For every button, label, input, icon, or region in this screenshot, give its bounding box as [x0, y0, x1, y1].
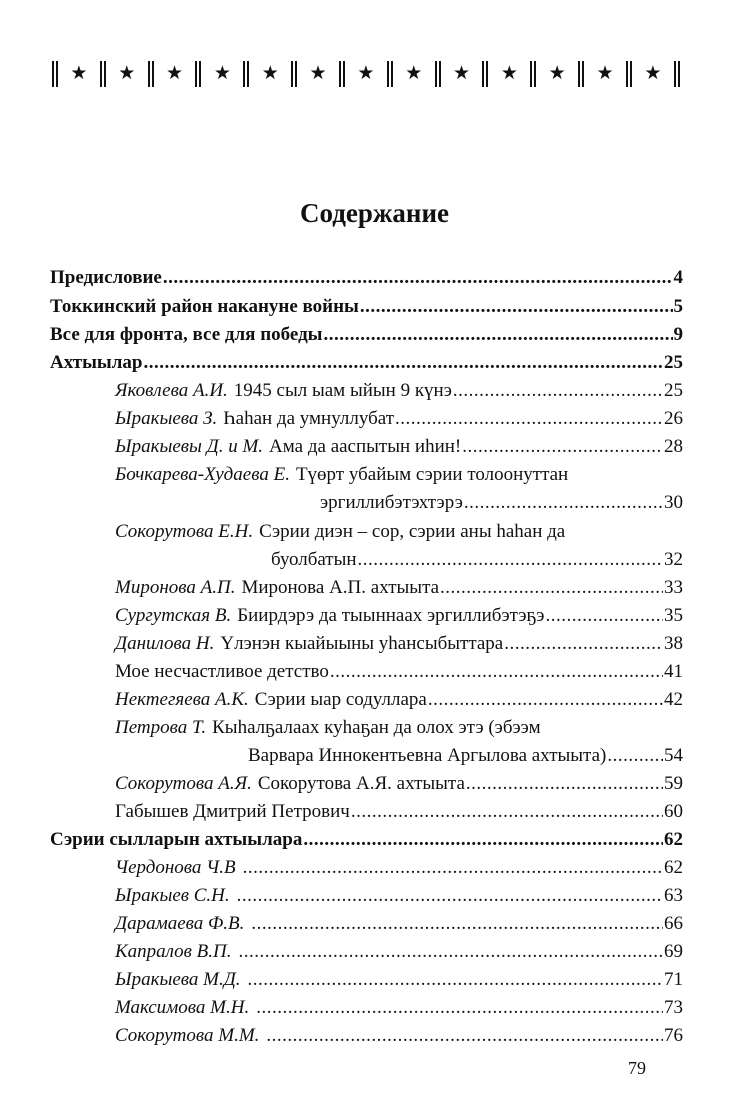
dot-leader	[440, 576, 663, 600]
toc-entry	[271, 548, 683, 572]
toc-entry	[50, 323, 683, 347]
entry-page: 62	[664, 857, 683, 878]
entry-author: Данилова Н.	[115, 633, 215, 654]
toc-entry	[115, 379, 683, 403]
entry-author: Сокорутова М.М.	[115, 1025, 260, 1046]
toc-entry	[115, 856, 683, 880]
toc-entry-first-line	[115, 463, 568, 487]
double-bar-icon	[482, 61, 488, 87]
entry-page: 4	[673, 267, 683, 288]
entry-author: Ыракыев С.Н.	[115, 885, 230, 906]
dot-leader	[330, 660, 663, 684]
star-icon: ★	[118, 63, 136, 84]
entry-title: Үлэнэн кыайыыны уһансыбыттара	[220, 633, 504, 654]
double-bar-icon	[52, 61, 58, 87]
toc-entry	[50, 828, 683, 852]
entry-title-continued: буолбатын	[271, 549, 357, 570]
toc-entry	[115, 435, 683, 459]
star-icon: ★	[453, 63, 471, 84]
entry-page: 60	[664, 801, 683, 822]
star-icon: ★	[405, 63, 423, 84]
toc-entry	[115, 884, 683, 908]
entry-page: 66	[664, 913, 683, 934]
entry-title: Предисловие	[50, 267, 162, 288]
dot-leader	[237, 884, 663, 908]
entry-title-continued: Варвара Иннокентьевна Аргылова ахтыыта)	[248, 745, 607, 766]
entry-title: Ахтыылар	[50, 352, 143, 373]
dot-leader	[251, 912, 663, 936]
entry-author: Капралов В.П.	[115, 941, 232, 962]
toc-entry	[115, 968, 683, 992]
toc-entry	[115, 660, 683, 684]
entry-title: Габышев Дмитрий Петрович	[115, 801, 350, 822]
entry-page: 26	[664, 408, 683, 429]
dot-leader	[395, 407, 663, 431]
dot-leader	[143, 351, 663, 375]
double-bar-icon	[100, 61, 106, 87]
double-bar-icon	[530, 61, 536, 87]
entry-title: 1945 сыл ыам ыйын 9 күнэ	[233, 380, 452, 401]
entry-page: 25	[664, 380, 683, 401]
dot-leader	[351, 800, 663, 824]
entry-page: 69	[664, 941, 683, 962]
entry-page: 28	[664, 436, 683, 457]
dot-leader	[504, 632, 663, 656]
entry-title: Сэрии сылларын ахтыылара	[50, 829, 303, 850]
entry-page: 35	[664, 605, 683, 626]
entry-page: 63	[664, 885, 683, 906]
entry-page: 73	[664, 997, 683, 1018]
entry-page: 33	[664, 577, 683, 598]
toc-entry	[115, 688, 683, 712]
dot-leader	[545, 604, 663, 628]
entry-author: Бочкарева-Худаева Е.	[115, 464, 290, 485]
star-icon: ★	[261, 63, 279, 84]
dot-leader	[266, 1024, 663, 1048]
entry-author: Чердонова Ч.В	[115, 857, 236, 878]
double-bar-icon	[148, 61, 154, 87]
toc-entry	[50, 266, 683, 290]
dot-leader	[428, 688, 663, 712]
entry-page: 41	[664, 661, 683, 682]
dot-leader	[360, 295, 673, 319]
entry-title: Все для фронта, все для победы	[50, 324, 323, 345]
dot-leader	[462, 435, 663, 459]
entry-page: 71	[664, 969, 683, 990]
entry-author: Миронова А.П.	[115, 577, 236, 598]
dot-leader	[324, 323, 673, 347]
double-bar-icon	[291, 61, 297, 87]
page-title: Содержание	[299, 198, 450, 228]
dot-leader	[248, 968, 663, 992]
entry-author: Яковлева А.И.	[115, 380, 228, 401]
entry-author: Ыракыевы Д. и М.	[115, 436, 264, 457]
entry-author: Максимова М.Н.	[115, 997, 250, 1018]
star-icon: ★	[596, 63, 614, 84]
entry-title: Мое несчастливое детство	[115, 661, 329, 682]
entry-page: 76	[664, 1025, 683, 1046]
dot-leader	[303, 828, 663, 852]
entry-author: Петрова Т.	[115, 717, 207, 738]
toc-entry	[115, 632, 683, 656]
entry-title-continued: эргиллибэтэхтэрэ	[320, 492, 463, 513]
dot-leader	[466, 772, 663, 796]
star-icon: ★	[357, 63, 375, 84]
toc-entry-first-line	[115, 716, 541, 740]
toc-entry	[115, 1024, 683, 1048]
entry-author: Сокорутова А.Я.	[115, 773, 252, 794]
entry-page: 30	[664, 492, 683, 513]
dot-leader	[163, 266, 673, 290]
toc-entry	[115, 800, 683, 824]
entry-author: Сургутская В.	[115, 605, 232, 626]
entry-title: Һаһан да умнуллубат	[223, 408, 395, 429]
dot-leader	[607, 744, 663, 768]
double-bar-icon	[243, 61, 249, 87]
entry-author: Сокорутова Е.Н.	[115, 521, 254, 542]
entry-title: Сэрии ыар содуллара	[254, 689, 427, 710]
page-number: 79	[628, 1058, 646, 1078]
ornament-border	[52, 58, 680, 90]
toc-entry	[115, 912, 683, 936]
entry-page: 38	[664, 633, 683, 654]
toc-entry	[50, 351, 683, 375]
toc-entry	[115, 996, 683, 1020]
entry-title: Кыһалҕалаах куһаҕан да олох этэ (эбээм	[212, 717, 541, 738]
entry-page: 59	[664, 773, 683, 794]
entry-title: Токкинский район накануне войны	[50, 296, 359, 317]
star-icon: ★	[166, 63, 184, 84]
entry-page: 5	[673, 296, 683, 317]
entry-page: 25	[664, 352, 683, 373]
entry-title: Биирдэрэ да тыыннаах эргиллибэтэҕэ	[237, 605, 545, 626]
double-bar-icon	[578, 61, 584, 87]
entry-author: Ыракыева М.Д.	[115, 969, 241, 990]
toc-entry	[248, 744, 683, 768]
double-bar-icon	[626, 61, 632, 87]
entry-author: Нектегяева А.К.	[115, 689, 249, 710]
star-icon: ★	[309, 63, 327, 84]
toc-entry	[320, 491, 683, 515]
toc-entry	[115, 772, 683, 796]
entry-title: Түөрт убайым сэрии толоонуттан	[295, 464, 569, 485]
dot-leader	[243, 856, 663, 880]
dot-leader	[464, 491, 663, 515]
entry-author: Дарамаева Ф.В.	[115, 913, 245, 934]
dot-leader	[453, 379, 663, 403]
star-icon: ★	[548, 63, 566, 84]
star-icon: ★	[644, 63, 662, 84]
entry-title: Миронова А.П. ахтыыта	[241, 577, 440, 598]
entry-title: Сэрии диэн – сор, сэрии аны һаһан да	[259, 521, 566, 542]
double-bar-icon	[195, 61, 201, 87]
double-bar-icon	[339, 61, 345, 87]
entry-page: 32	[664, 549, 683, 570]
star-icon: ★	[70, 63, 88, 84]
toc-entry	[50, 295, 683, 319]
dot-leader	[358, 548, 663, 572]
entry-page: 62	[664, 829, 683, 850]
double-bar-icon	[435, 61, 441, 87]
entry-title: Ама да ааспытын иһин!	[269, 436, 462, 457]
entry-author: Ыракыева З.	[115, 408, 218, 429]
dot-leader	[256, 996, 663, 1020]
toc-entry	[115, 604, 683, 628]
toc-entry	[115, 576, 683, 600]
double-bar-icon	[387, 61, 393, 87]
dot-leader	[238, 940, 663, 964]
entry-page: 54	[664, 745, 683, 766]
toc-entry	[115, 940, 683, 964]
entry-page: 42	[664, 689, 683, 710]
double-bar-icon	[674, 61, 680, 87]
toc-entry	[115, 407, 683, 431]
star-icon: ★	[213, 63, 231, 84]
entry-page: 9	[673, 324, 683, 345]
star-icon: ★	[500, 63, 518, 84]
entry-title: Сокорутова А.Я. ахтыыта	[257, 773, 465, 794]
toc-entry-first-line	[115, 520, 565, 544]
